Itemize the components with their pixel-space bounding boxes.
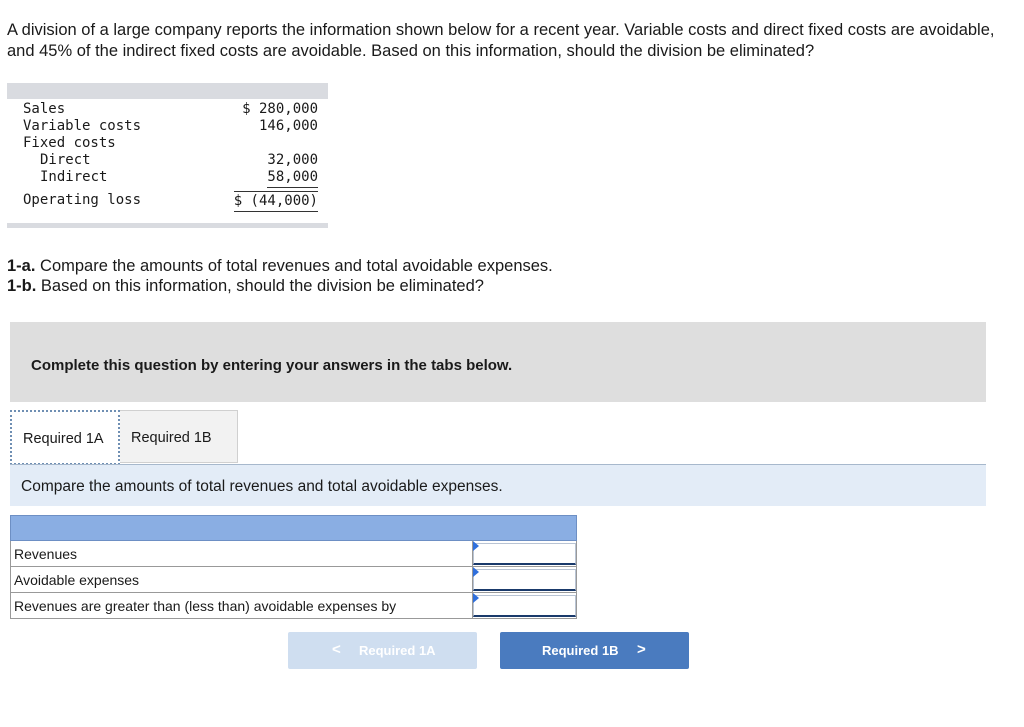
operating-loss-label: Operating loss — [23, 192, 142, 208]
revenues-input[interactable] — [473, 543, 576, 565]
sales-label: Sales — [23, 101, 66, 117]
answer-table — [10, 515, 577, 619]
question-1b-text: Based on this information, should the division be eliminated? — [36, 277, 484, 295]
tab-required-1a[interactable]: Required 1A — [10, 410, 120, 465]
chevron-left-icon: < — [332, 641, 341, 658]
table-row — [11, 593, 577, 619]
prev-button-label: Required 1A — [359, 643, 436, 658]
table-row — [11, 541, 577, 567]
operating-loss-value: $ (44,000) — [234, 191, 318, 212]
operating-loss-row — [7, 191, 328, 209]
problem-intro: A division of a large company reports the information shown below for a recent year. Variable costs and direct fixed costs are avoidable, and 45% of the indirect fixed costs are avoidable. Based on this information, should the division be eliminated? — [7, 21, 995, 60]
tab-instruction-text: Compare the amounts of total revenues and total avoidable expenses. — [21, 478, 503, 495]
question-1a-text: Compare the amounts of total revenues and total avoidable expenses. — [35, 257, 553, 275]
fixed-costs-row — [7, 134, 328, 152]
fixed-costs-label: Fixed costs — [23, 135, 116, 151]
difference-input[interactable] — [473, 595, 576, 617]
tab-required-1b[interactable]: Required 1B — [120, 410, 238, 463]
question-1b — [7, 276, 553, 296]
indirect-row — [7, 168, 328, 186]
difference-cell — [473, 593, 577, 619]
difference-label: Revenues are greater than (less than) avoidable expenses by — [11, 593, 473, 619]
direct-label: Direct — [40, 152, 91, 168]
avoidable-expenses-cell — [473, 567, 577, 593]
next-required-1b-button[interactable] — [500, 632, 689, 669]
question-1b-number: 1-b. — [7, 277, 37, 295]
indirect-label: Indirect — [40, 169, 108, 185]
tab-instruction — [10, 465, 986, 506]
question-1a-number: 1-a. — [7, 257, 36, 275]
variable-costs-row — [7, 117, 328, 135]
input-marker-icon — [473, 567, 479, 577]
answer-table-header — [11, 516, 577, 541]
direct-value: 32,000 — [267, 152, 318, 168]
avoidable-expenses-input[interactable] — [473, 569, 576, 591]
financial-statement — [7, 83, 328, 228]
banner-text: Complete this question by entering your answers in the tabs below. — [31, 357, 513, 374]
sales-value: $ 280,000 — [242, 101, 318, 117]
previous-required-1a-button[interactable] — [288, 632, 477, 669]
question-1a — [7, 256, 553, 276]
header-cell — [11, 516, 577, 541]
revenues-label: Revenues — [11, 541, 473, 567]
input-marker-icon — [473, 593, 479, 603]
instructions-banner — [10, 322, 986, 402]
avoidable-expenses-label: Avoidable expenses — [11, 567, 473, 593]
next-button-label: Required 1B — [542, 643, 619, 658]
table-row — [11, 567, 577, 593]
variable-costs-label: Variable costs — [23, 118, 142, 134]
revenues-cell — [473, 541, 577, 567]
sales-row — [7, 100, 328, 118]
direct-row — [7, 151, 328, 169]
input-marker-icon — [473, 541, 479, 551]
chevron-right-icon: > — [637, 641, 646, 658]
question-list — [7, 256, 553, 296]
variable-costs-value: 146,000 — [258, 118, 318, 134]
indirect-value: 58,000 — [267, 168, 318, 188]
